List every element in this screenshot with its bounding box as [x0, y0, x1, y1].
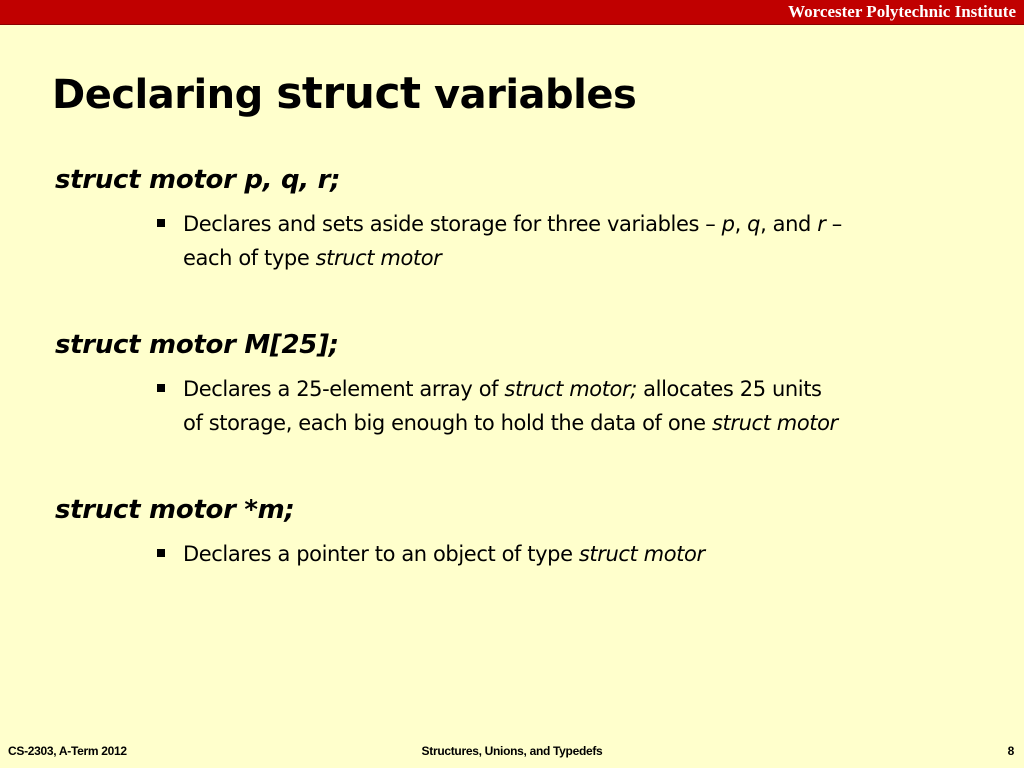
- text: –: [825, 212, 842, 236]
- bullet-text-2-line-2: [183, 408, 838, 438]
- text: of storage, each big enough to hold the data of one: [183, 411, 712, 435]
- italic-type: struct motor: [578, 542, 705, 566]
- text: ,: [734, 212, 748, 236]
- title-code-word: struct: [276, 68, 421, 119]
- var-p: p: [721, 212, 735, 236]
- italic-type: struct motor: [315, 246, 442, 270]
- var-r: r: [817, 212, 826, 236]
- text: , and: [760, 212, 818, 236]
- bullet-square-icon: [157, 219, 165, 227]
- declaration-heading-2: struct motor M[25];: [55, 330, 339, 360]
- institution-name: Worcester Polytechnic Institute: [788, 2, 1016, 21]
- bullet-text-1-line-2: [183, 243, 441, 273]
- italic-type: struct motor;: [504, 377, 637, 401]
- var-q: q: [747, 212, 761, 236]
- header-banner: [0, 0, 1024, 25]
- bullet-square-icon: [157, 549, 165, 557]
- declaration-heading-1: struct motor p, q, r;: [55, 165, 341, 195]
- bullet-text-2-line-1: [183, 374, 822, 404]
- text: Declares a pointer to an object of type: [183, 542, 579, 566]
- declaration-heading-3: struct motor *m;: [55, 495, 295, 525]
- title-text-2: variables: [420, 72, 637, 118]
- footer-course: CS-2303, A-Term 2012: [8, 744, 127, 758]
- footer-page-number: 8: [1007, 744, 1014, 758]
- text: Declares and sets aside storage for three variables –: [183, 212, 722, 236]
- bullet-square-icon: [157, 384, 165, 392]
- bullet-text-1-line-1: [183, 209, 842, 239]
- slide-title: [52, 66, 636, 123]
- bullet-text-3-line-1: [183, 539, 705, 569]
- footer-topic: Structures, Unions, and Typedefs: [421, 744, 603, 758]
- text: Declares a 25-element array of: [183, 377, 505, 401]
- text: each of type: [183, 246, 316, 270]
- text: allocates 25 units: [636, 377, 822, 401]
- italic-type: struct motor: [711, 411, 838, 435]
- title-text-1: Declaring: [52, 72, 277, 118]
